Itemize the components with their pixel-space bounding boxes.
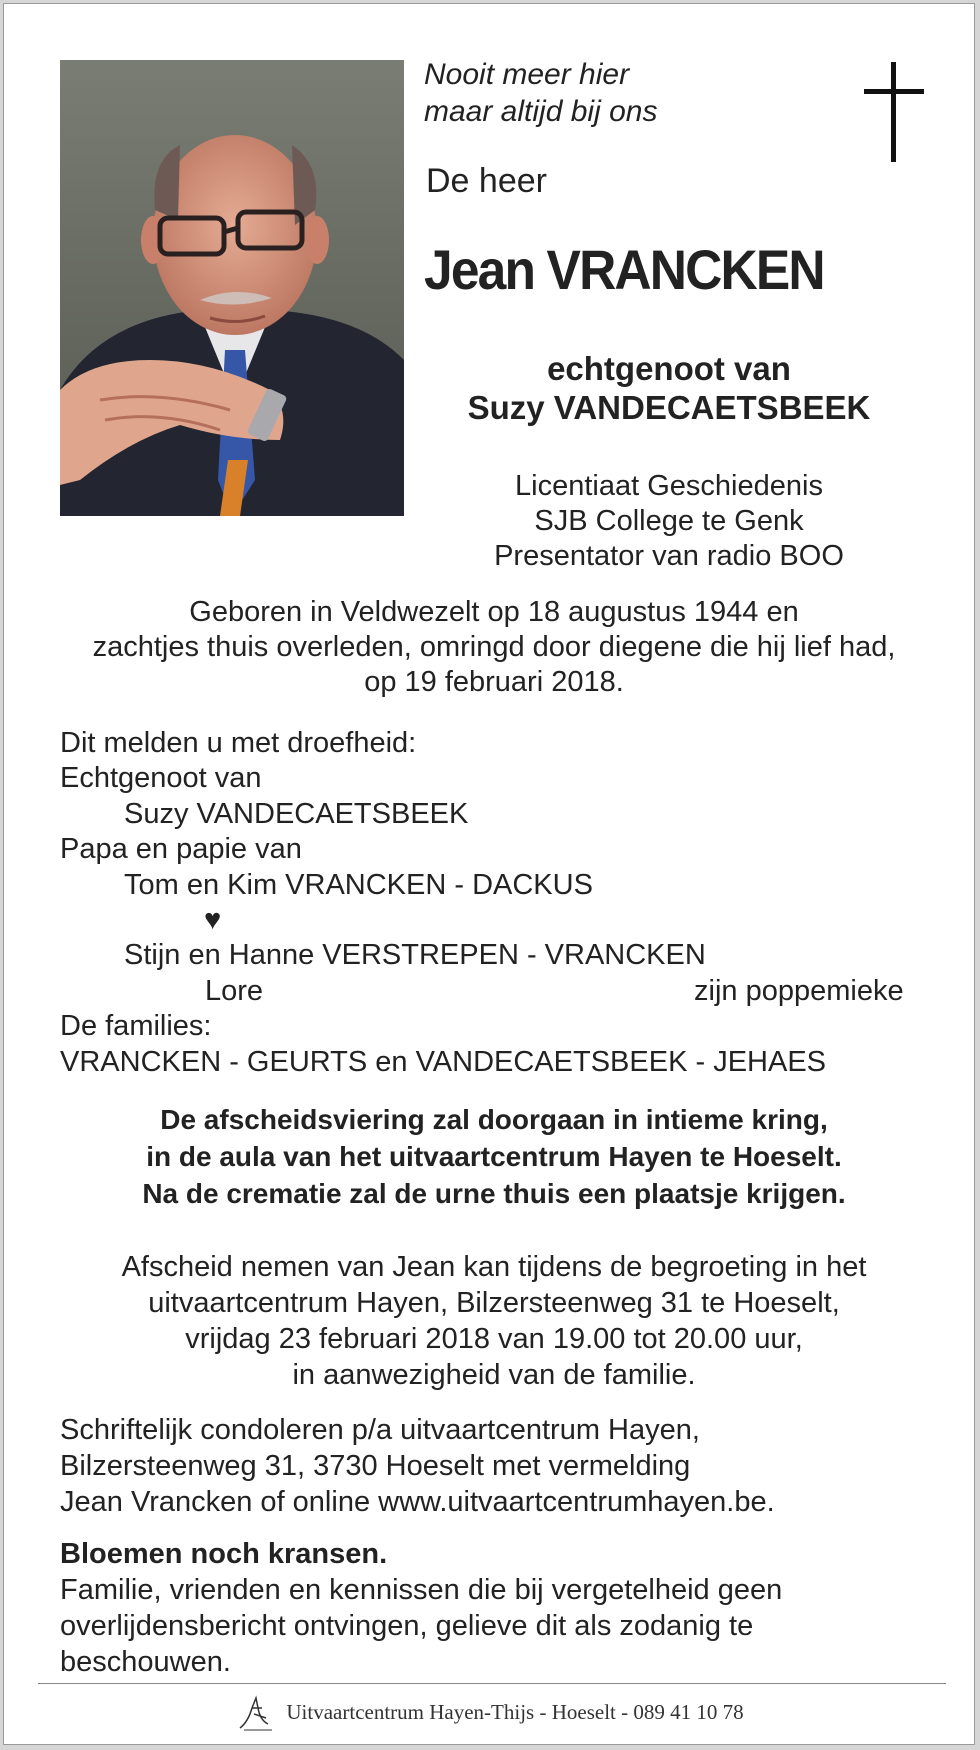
flowers-line: Familie, vrienden en kennissen die bij vergetelheid geen xyxy=(60,1574,783,1606)
born-line: Geboren in Veldwezelt op 18 augustus 1944 en xyxy=(189,596,799,628)
ceremony-line: De afscheidsviering zal doorgaan in intieme kring, xyxy=(160,1104,828,1135)
funeral-home-logo-icon xyxy=(236,1694,276,1734)
flowers-block xyxy=(60,1572,920,1680)
born-line: zachtjes thuis overleden, omringd door diegene die hij lief had, xyxy=(92,631,896,663)
greeting-line: Afscheid nemen van Jean kan tijdens de begroeting in het xyxy=(121,1251,867,1283)
ceremony-line: Na de crematie zal de urne thuis een plaatsje krijgen. xyxy=(142,1178,846,1209)
children-label: Papa en papie van xyxy=(60,833,302,866)
greeting-line: uitvaartcentrum Hayen, Bilzersteenweg 31 te Hoeselt, xyxy=(148,1287,840,1319)
portrait-photo xyxy=(60,60,404,516)
born-line: op 19 februari 2018. xyxy=(364,666,624,698)
title-line: SJB College te Genk xyxy=(534,505,804,537)
spouse-line: echtgenoot van xyxy=(547,350,791,387)
condole-line: Schriftelijk condoleren p/a uitvaartcentrum Hayen, xyxy=(60,1414,700,1446)
cross-icon xyxy=(864,62,924,162)
flowers-heading: Bloemen noch kransen. xyxy=(60,1538,388,1570)
announce-intro: Dit melden u met droefheid: xyxy=(60,727,417,759)
title-line: Presentator van radio BOO xyxy=(494,540,844,572)
grandchild-row xyxy=(60,974,930,1009)
spouse-label: Echtgenoot van xyxy=(60,762,262,795)
birth-death-block xyxy=(60,595,928,700)
child-family: Tom en Kim VRANCKEN - DACKUS xyxy=(124,868,593,901)
obituary-card xyxy=(3,3,975,1745)
memorial-quote xyxy=(424,56,657,130)
footer-divider xyxy=(38,1683,946,1684)
greeting-line: in aanwezigheid van de familie. xyxy=(292,1359,696,1391)
announcement-list xyxy=(60,726,930,1080)
titles-block xyxy=(424,469,914,574)
ceremony-block xyxy=(60,1101,928,1212)
ceremony-line: in de aula van het uitvaartcentrum Hayen te Hoeselt. xyxy=(146,1141,842,1172)
salutation: De heer xyxy=(426,162,547,200)
deceased-name: Jean VRANCKEN xyxy=(424,238,824,301)
grandchild-name: Lore xyxy=(205,974,264,1007)
spouse-line: Suzy VANDECAETSBEEK xyxy=(467,389,871,426)
footer xyxy=(4,1694,976,1734)
grandchild-note: zijn poppemieke xyxy=(694,974,904,1007)
flowers-line: beschouwen. xyxy=(60,1646,231,1678)
condole-line: Bilzersteenweg 31, 3730 Hoeselt met vermelding xyxy=(60,1450,691,1482)
families-names: VRANCKEN - GEURTS en VANDECAETSBEEK - JEHAES xyxy=(60,1045,827,1078)
footer-text: Uitvaartcentrum Hayen-Thijs - Hoeselt - 089 41 10 78 xyxy=(286,1699,744,1724)
quote-line: maar altijd bij ons xyxy=(424,95,658,128)
title-line: Licentiaat Geschiedenis xyxy=(515,470,823,502)
heart-icon: ♥ xyxy=(204,904,222,937)
condolence-block xyxy=(60,1412,920,1520)
families-label: De families: xyxy=(60,1010,212,1043)
spouse-block xyxy=(424,349,914,427)
child-family: Stijn en Hanne VERSTREPEN - VRANCKEN xyxy=(124,939,706,972)
greeting-line: vrijdag 23 februari 2018 van 19.00 tot 20.00 uur, xyxy=(185,1323,803,1355)
spouse-name: Suzy VANDECAETSBEEK xyxy=(124,797,469,830)
greeting-block xyxy=(60,1249,928,1393)
quote-line: Nooit meer hier xyxy=(424,58,630,91)
flowers-line: overlijdensbericht ontvingen, gelieve dit als zodanig te xyxy=(60,1610,754,1642)
condole-line: Jean Vrancken of online www.uitvaartcentrumhayen.be. xyxy=(60,1486,775,1518)
